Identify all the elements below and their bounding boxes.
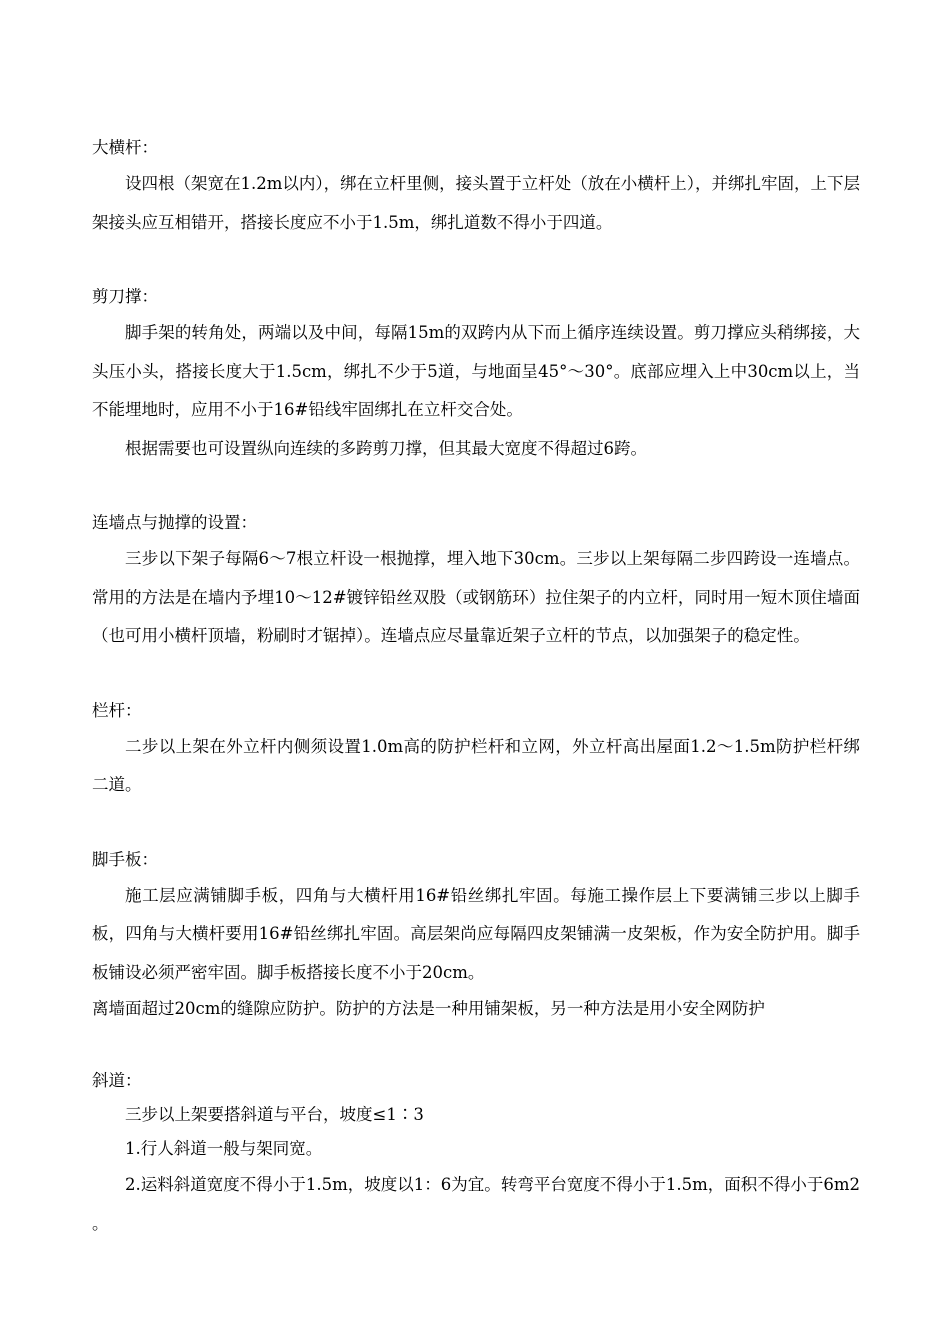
section-heading: 斜道： (92, 1071, 142, 1090)
paragraph: 三步以下架子每隔6～7根立杆设一根抛撑，埋入地下30cm。三步以上架每隔二步四跨设一连墙点。常用的方法是在墙内予埋10～12#镀锌铅丝双股（或钢筋环）拉住架子的内立杆，同时用一短木顶住墙面（也可用小横杆顶墙，粉刷时才锯掉）。连墙点应尽量靠近架子立杆的节点，以加强架子的稳定性。 (92, 549, 860, 645)
section-spacer (92, 656, 860, 694)
section-heading: 大横杆： (92, 138, 158, 157)
paragraph: 离墙面超过20cm的缝隙应防护。防护的方法是一种用铺架板，另一种方法是用小安全网防护 (92, 999, 765, 1018)
section-ramp (92, 1064, 860, 1243)
section-spacer (92, 1026, 860, 1064)
section-scaffold-board (92, 843, 860, 1027)
section-large-crossbar (92, 131, 860, 242)
section-wall-tie (92, 506, 860, 656)
section-railing (92, 694, 860, 805)
section-heading: 栏杆： (92, 700, 142, 720)
section-heading: 脚手板： (92, 849, 158, 869)
paragraph: 2.运料斜道宽度不得小于1.5m，坡度以1：6为宜。转弯平台宽度不得小于1.5m，面积不得小于6m2 。 (92, 1175, 860, 1233)
paragraph: 二步以上架在外立杆内侧须设置1.0m高的防护栏杆和立网，外立杆高出屋面1.2～1.5m防护栏杆绑二道。 (92, 736, 860, 794)
document-body (92, 131, 860, 1243)
section-heading: 剪刀撑： (92, 287, 158, 306)
section-spacer (92, 468, 860, 506)
paragraph: 设四根（架宽在1.2m以内），绑在立杆里侧，接头置于立杆处（放在小横杆上），并绑扎牢固，上下层架接头应互相错开，搭接长度应不小于1.5m，绑扎道数不得小于四道。 (92, 174, 860, 232)
section-heading: 连墙点与抛撑的设置： (92, 513, 257, 532)
section-spacer (92, 805, 860, 843)
paragraph: 1.行人斜道一般与架同宽。 (125, 1139, 323, 1158)
paragraph: 脚手架的转角处，两端以及中间，每隔15m的双跨内从下而上循序连续设置。剪刀撑应头稍绑接，大头压小头，搭接长度大于1.5cm，绑扎不少于5道，与地面呈45°～30°。底部应埋入上中30cm以上，当不能埋地时，应用不小于16#铅线牢固绑扎在立杆交合处。 (92, 323, 860, 419)
section-spacer (92, 242, 860, 280)
paragraph: 根据需要也可设置纵向连续的多跨剪刀撑，但其最大宽度不得超过6跨。 (125, 438, 647, 458)
section-scissor-brace (92, 280, 860, 468)
paragraph: 三步以上架要搭斜道与平台，坡度≤1∶3 (125, 1105, 424, 1124)
paragraph: 施工层应满铺脚手板，四角与大横杆用16#铅丝绑扎牢固。每施工操作层上下要满铺三步以上脚手板，四角与大横杆要用16#铅丝绑扎牢固。高层架尚应每隔四皮架铺满一皮架板，作为安全防护用。脚手板铺设必须严密牢固。脚手板搭接长度不小于20cm。 (92, 885, 860, 982)
